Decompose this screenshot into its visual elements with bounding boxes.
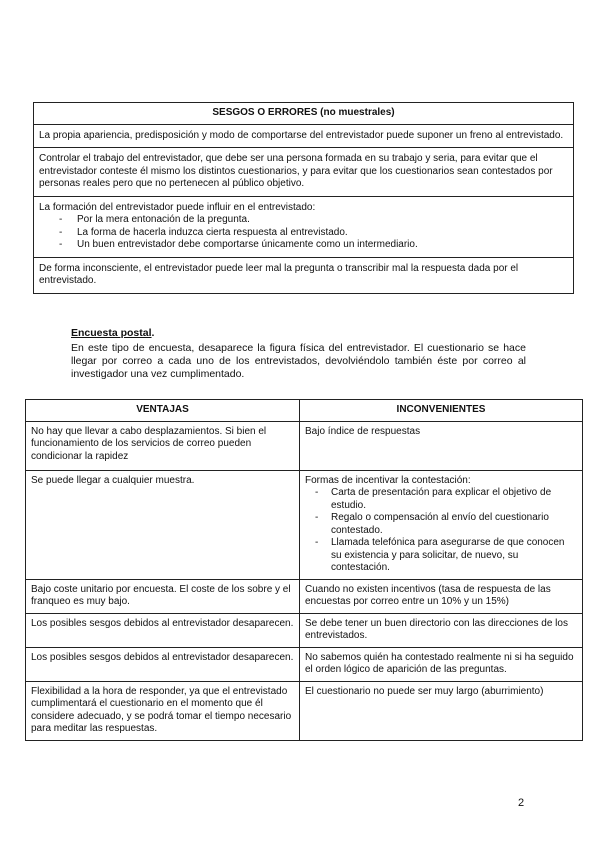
sesgos-row-formacion bbox=[34, 196, 574, 257]
list-item: - Regalo o compensación al envío del cuestionario contestado. bbox=[315, 512, 577, 537]
ventaja-cell: Los posibles sesgos debidos al entrevistador desaparecen. bbox=[26, 647, 300, 681]
inconveniente-cell: Se debe tener un buen directorio con las direcciones de los entrevistados. bbox=[300, 613, 583, 647]
ventaja-cell: Se puede llegar a cualquier muestra. bbox=[26, 470, 300, 579]
ventaja-cell: No hay que llevar a cabo desplazamientos. Si bien el funcionamiento de los servicios de correo pueden condicionar la rapidez bbox=[26, 421, 300, 470]
list-item: - La forma de hacerla induzca cierta respuesta al entrevistado. bbox=[59, 227, 568, 240]
incentivos-intro: Formas de incentivar la contestación: bbox=[305, 474, 471, 486]
inconveniente-cell: Cuando no existen incentivos (tasa de respuesta de las encuestas por correo entre un 10% y un 15%) bbox=[300, 579, 583, 613]
table-row bbox=[26, 647, 583, 681]
table-row bbox=[26, 421, 583, 470]
list-item: - Un buen entrevistador debe comportarse únicamente como un intermediario. bbox=[59, 239, 568, 252]
ventaja-cell: Bajo coste unitario por encuesta. El coste de los sobre y el franqueo es muy bajo. bbox=[26, 579, 300, 613]
page-number: 2 bbox=[518, 797, 525, 809]
section-paragraph: En este tipo de encuesta, desaparece la figura física del entrevistador. El cuestionario se hace llegar por correo a cada uno de los entrevistados, devolviéndolo también éste por correo al investigador una vez cumplimentado. bbox=[71, 341, 526, 380]
formacion-intro: La formación del entrevistador puede influir en el entrevistado: bbox=[39, 201, 316, 213]
incentivos-list bbox=[305, 487, 577, 575]
table-row bbox=[26, 681, 583, 740]
list-item: - Por la mera entonación de la pregunta. bbox=[59, 214, 568, 227]
formacion-list bbox=[39, 214, 568, 252]
table-row bbox=[26, 470, 583, 579]
table-row bbox=[26, 613, 583, 647]
sesgos-row: Controlar el trabajo del entrevistador, que debe ser una persona formada en su trabajo y seria, para evitar que el entrevistador conteste él mismo los distintos cuestionarios, y para evitar que los cuestionarios sean contestados por personas reales pero que no pertenecen al público objetivo. bbox=[34, 148, 574, 197]
section-heading bbox=[71, 327, 526, 340]
ventajas-inconvenientes-table bbox=[25, 399, 583, 741]
sesgos-row: De forma inconsciente, el entrevistador puede leer mal la pregunta o transcribir mal la respuesta dada por el entrevistado. bbox=[34, 257, 574, 293]
inconvenientes-header: INCONVENIENTES bbox=[300, 400, 583, 422]
inconveniente-cell bbox=[300, 470, 583, 579]
sesgos-header: SESGOS O ERRORES (no muestrales) bbox=[34, 103, 574, 125]
encuesta-postal-section bbox=[71, 327, 526, 381]
ventaja-cell: Los posibles sesgos debidos al entrevistador desaparecen. bbox=[26, 613, 300, 647]
sesgos-row: La propia apariencia, predisposición y modo de comportarse del entrevistador puede suponer un freno al entrevistado. bbox=[34, 124, 574, 148]
sesgos-table bbox=[33, 102, 574, 294]
inconveniente-cell: Bajo índice de respuestas bbox=[300, 421, 583, 470]
table-row bbox=[26, 579, 583, 613]
section-title: Encuesta postal bbox=[71, 327, 152, 339]
ventaja-cell: Flexibilidad a la hora de responder, ya que el entrevistado cumplimentará el cuestionario en el momento que él considere adecuado, y se podrá tomar el tiempo necesario para meditar las respuestas. bbox=[26, 681, 300, 740]
section-title-suffix: . bbox=[151, 327, 155, 339]
inconveniente-cell: No sabemos quién ha contestado realmente ni si ha seguido el orden lógico de aparición de las preguntas. bbox=[300, 647, 583, 681]
list-item: - Llamada telefónica para asegurarse de que conocen su existencia y para solicitar, de nuevo, su contestación. bbox=[315, 537, 577, 575]
inconveniente-cell: El cuestionario no puede ser muy largo (aburrimiento) bbox=[300, 681, 583, 740]
list-item: - Carta de presentación para explicar el objetivo de estudio. bbox=[315, 487, 577, 512]
ventajas-header: VENTAJAS bbox=[26, 400, 300, 422]
